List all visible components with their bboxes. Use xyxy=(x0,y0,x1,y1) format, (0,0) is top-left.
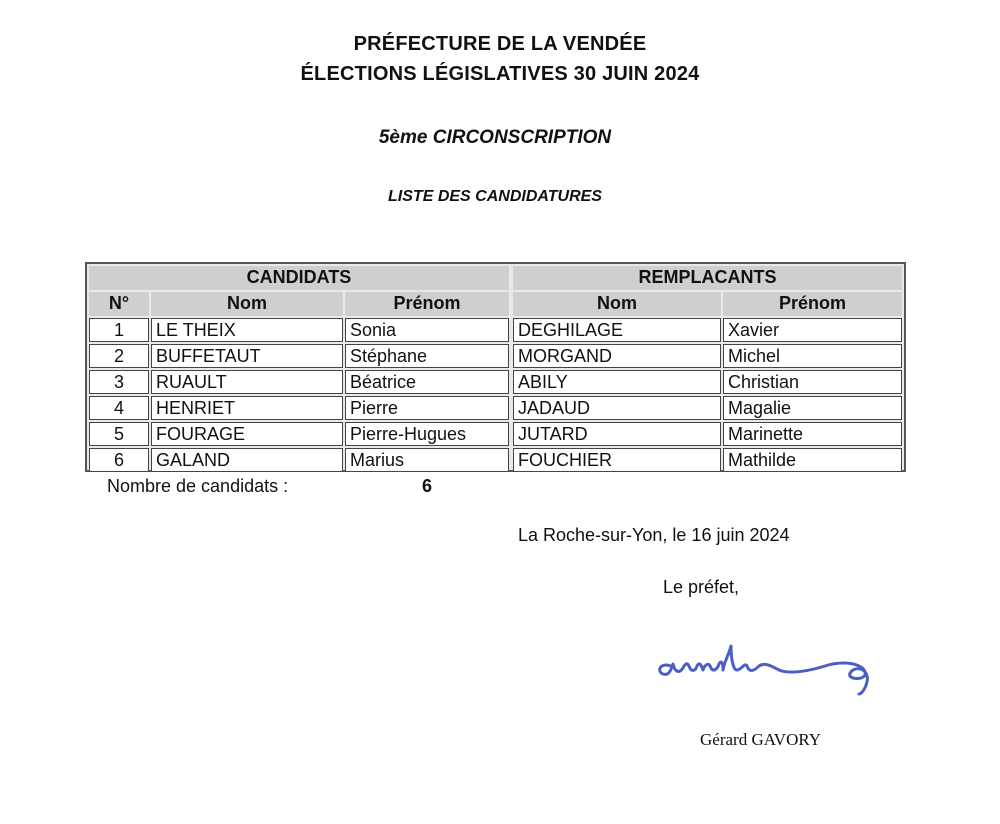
cell-nom: BUFFETAUT xyxy=(151,344,343,368)
column-header-num: N° xyxy=(89,292,149,316)
cell-prenom: Pierre-Hugues xyxy=(345,422,509,446)
prefet-label: Le préfet, xyxy=(663,577,740,597)
column-header-prenom: Prénom xyxy=(345,292,509,316)
cell-num: 2 xyxy=(89,344,149,368)
cell-num: 1 xyxy=(89,318,149,342)
cell-prenom-remplacant: Xavier xyxy=(723,318,902,342)
cell-nom: LE THEIX xyxy=(151,318,343,342)
signature-icon xyxy=(655,632,885,702)
group-header-remplacants: REMPLACANTS xyxy=(513,266,902,290)
count-value: 6 xyxy=(422,476,433,496)
cell-nom-remplacant: JUTARD xyxy=(513,422,721,446)
cell-prenom-remplacant: Marinette xyxy=(723,422,902,446)
cell-prenom: Sonia xyxy=(345,318,509,342)
group-header-candidats: CANDIDATS xyxy=(89,266,509,290)
cell-prenom: Pierre xyxy=(345,396,509,420)
column-header-prenom-remplacant: Prénom xyxy=(723,292,902,316)
cell-num: 6 xyxy=(89,448,149,472)
signer-name: Gérard GAVORY xyxy=(700,730,822,749)
prefecture-title: PRÉFECTURE DE LA VENDÉE xyxy=(353,33,647,55)
place-and-date: La Roche-sur-Yon, le 16 juin 2024 xyxy=(518,525,790,545)
liste-title: LISTE DES CANDIDATURES xyxy=(388,188,602,205)
cell-nom: FOURAGE xyxy=(151,422,343,446)
cell-nom-remplacant: ABILY xyxy=(513,370,721,394)
column-header-nom-remplacant: Nom xyxy=(513,292,721,316)
cell-nom-remplacant: FOUCHIER xyxy=(513,448,721,472)
election-title: ÉLECTIONS LÉGISLATIVES 30 JUIN 2024 xyxy=(300,63,700,85)
count-label: Nombre de candidats : xyxy=(107,476,289,496)
candidates-table xyxy=(85,262,906,472)
cell-nom: GALAND xyxy=(151,448,343,472)
cell-nom-remplacant: MORGAND xyxy=(513,344,721,368)
cell-prenom: Stéphane xyxy=(345,344,509,368)
cell-num: 3 xyxy=(89,370,149,394)
cell-prenom: Marius xyxy=(345,448,509,472)
cell-prenom-remplacant: Michel xyxy=(723,344,902,368)
cell-prenom-remplacant: Christian xyxy=(723,370,902,394)
cell-num: 5 xyxy=(89,422,149,446)
column-header-nom: Nom xyxy=(151,292,343,316)
cell-num: 4 xyxy=(89,396,149,420)
cell-nom: RUAULT xyxy=(151,370,343,394)
cell-nom-remplacant: JADAUD xyxy=(513,396,721,420)
cell-prenom-remplacant: Mathilde xyxy=(723,448,902,472)
circonscription-title: 5ème CIRCONSCRIPTION xyxy=(378,127,612,148)
cell-nom-remplacant: DEGHILAGE xyxy=(513,318,721,342)
cell-prenom-remplacant: Magalie xyxy=(723,396,902,420)
cell-prenom: Béatrice xyxy=(345,370,509,394)
cell-nom: HENRIET xyxy=(151,396,343,420)
